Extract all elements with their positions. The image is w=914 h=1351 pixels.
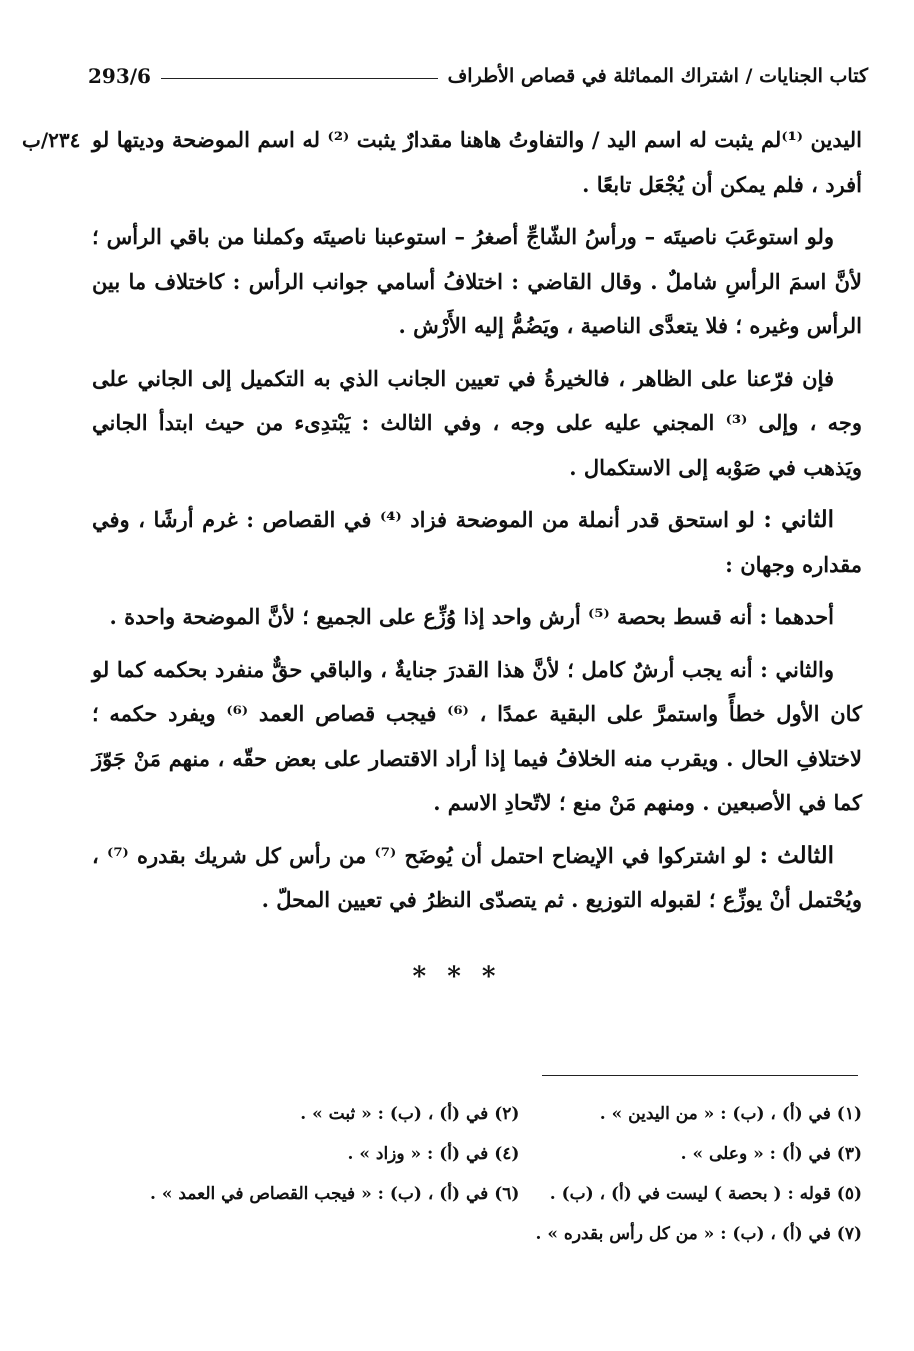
footnote-6: (٦) في (أ) ، (ب) : « فيجب القصاص في العمد » . xyxy=(150,1184,520,1204)
section-separator: * * * xyxy=(412,962,502,992)
running-header xyxy=(88,56,868,96)
paragraph-4 xyxy=(92,498,862,587)
paragraph-7-text: لو اشتركوا في الإيضاح احتمل أن يُوضَح ⁽⁷⁾ من رأس كل شريك بقدره ⁽⁷⁾ ، ويُحْتمل أنْ يوزِّع ؛ لقبوله التوزيع . ثم يتصدّى النظرُ في تعيين المحلّ . xyxy=(92,842,862,912)
footnote-rule xyxy=(542,1075,858,1076)
manuscript-folio-marker: ٢٣٤/ب xyxy=(22,128,81,152)
paragraph-6: والثاني : أنه يجب أرشٌ كامل ؛ لأنَّ هذا القدرَ جنايةٌ ، والباقي حقٌّ منفرد بحكمه كما لو كان الأول خطأً واستمرَّ على البقية عمدًا ، ⁽⁶⁾ فيجب قصاص العمد ⁽⁶⁾ ويفرد حكمه ؛ لاختلافِ الحال . ويقرب منه الخلافُ فيما إذا أراد الاقتصار على بعض حقّه ، منهم مَنْ جَوّزَ كما في الأصبعين . ومنهم مَنْ منع ؛ لاتّحادِ الاسم . xyxy=(92,656,863,815)
footnote-2: (٢) في (أ) ، (ب) : « ثبت » . xyxy=(300,1104,520,1124)
paragraph-7 xyxy=(92,834,862,923)
footnote-3: (٣) في (أ) : « وعلى » . xyxy=(680,1144,862,1164)
main-text xyxy=(92,118,862,931)
header-rule xyxy=(161,78,438,79)
footnotes xyxy=(150,1100,862,1248)
section-lead-second: الثاني : xyxy=(763,506,834,533)
paragraph-2: ولو استوعَبَ ناصيتَه – ورأسُ الشّاجِّ أصغرُ – استوعبنا ناصيتَه وكملنا من باقي الرأس ؛ لأنَّ اسمَ الرأسِ شاملٌ . وقال القاضي : اختلافُ أسامي جوانب الرأس : كاختلاف ما بين الرأس وغيره ؛ فلا يتعدَّى الناصية ، ويَضُمُّ إليه الأَرْش . xyxy=(92,224,862,338)
page-number: 293/6 xyxy=(88,64,151,88)
footnote-7: (٧) في (أ) ، (ب) : « من كل رأس بقدره » . xyxy=(535,1224,862,1244)
footnote-1: (١) في (أ) ، (ب) : « من اليدين » . xyxy=(599,1104,862,1124)
footnote-5: (٥) قوله : ( بحصة ) ليست في (أ) ، (ب) . xyxy=(549,1184,862,1204)
paragraph-5: أحدهما : أنه قسط بحصة ⁽⁵⁾ أرش واحد إذا وُزِّع على الجميع ؛ لأنَّ الموضحة واحدة . xyxy=(109,604,834,629)
footnote-4: (٤) في (أ) : « وزاد » . xyxy=(347,1144,520,1164)
paragraph-3: فإن فرّعنا على الظاهر ، فالخيرةُ في تعيين الجانب الذي به التكميل إلى الجاني على وجه ، وإلى ⁽³⁾ المجني عليه على وجه ، وفي الثالث : يَبْتدِىء من حيث ابتدأ الجاني ويَذهب في صَوْبه إلى الاستكمال . xyxy=(92,365,862,480)
paragraph-4-text: لو استحق قدر أنملة من الموضحة فزاد ⁽⁴⁾ في القصاص : غرم أرشًا ، وفي مقداره وجهان : xyxy=(92,507,862,577)
header-title: كتاب الجنايات / اشتراك المماثلة في قصاص الأطراف xyxy=(447,65,868,87)
paragraph-1: اليدين ⁽¹⁾لم يثبت له اسم اليد / والتفاوتُ هاهنا مقدارٌ يثبت ⁽²⁾ له اسم الموضحة وديتها لو أفرد ، فلم يمكن أن يُجْعَل تابعًا . xyxy=(92,127,862,197)
section-lead-third: الثالث : xyxy=(759,841,835,869)
